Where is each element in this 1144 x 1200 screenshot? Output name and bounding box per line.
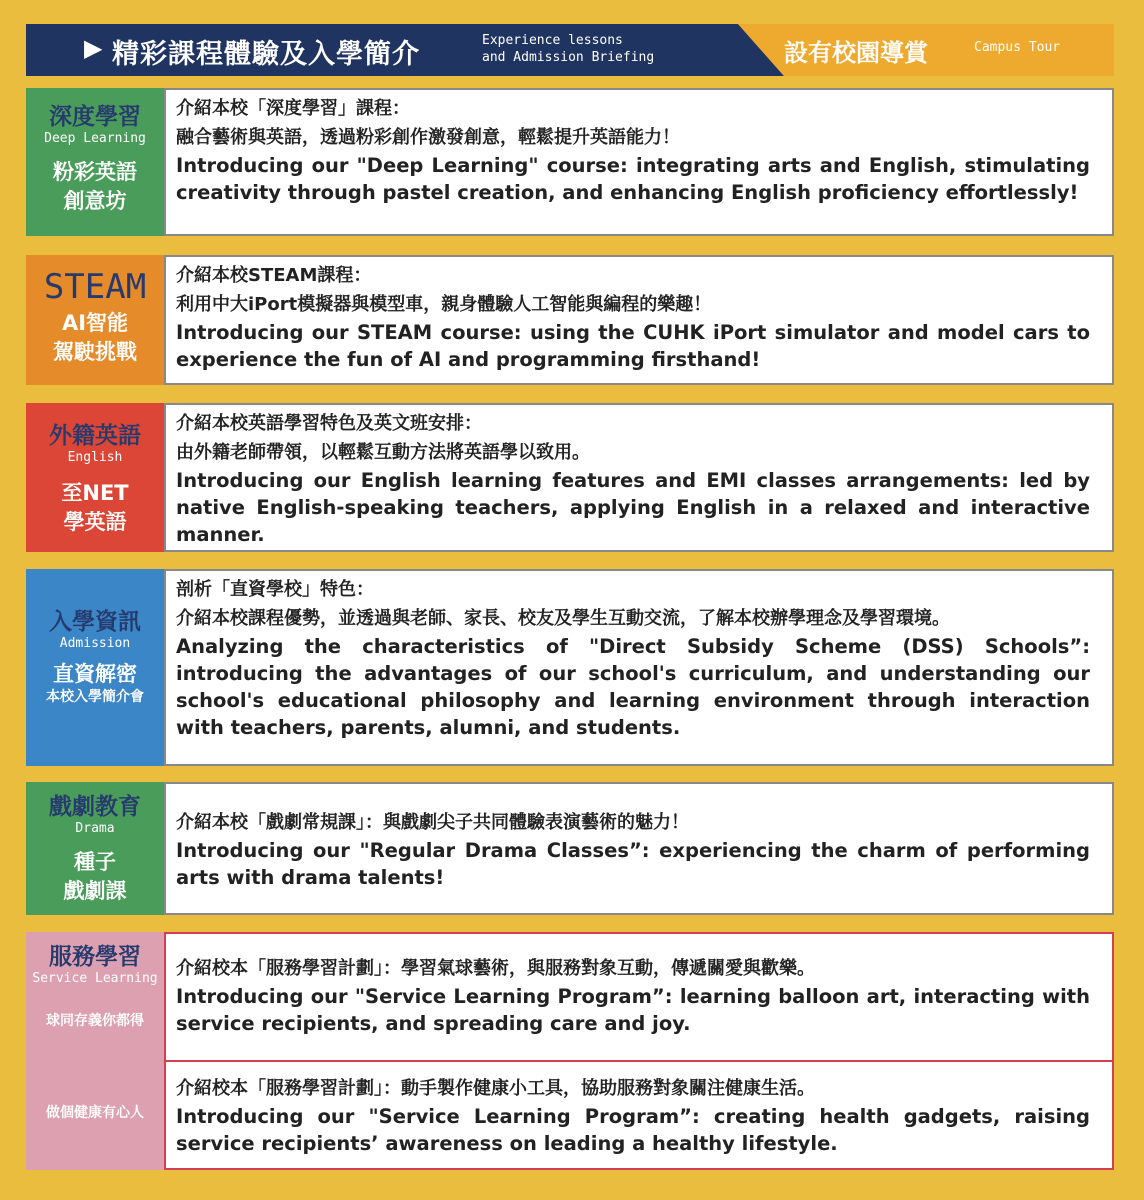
section-steam (26, 255, 1114, 385)
intro-line: 介紹本校英語學習特色及英文班安排： (176, 413, 482, 434)
english-description: Introducing our "Service Learning Program”: learning balloon art, interacting with service recipients, and spreading care and joy. (176, 985, 1090, 1035)
label-subtitle: 至NET 學英語 (61, 481, 129, 534)
section-label (26, 932, 164, 1170)
section-body (164, 569, 1114, 766)
play-icon: ▶ (84, 34, 103, 62)
section-drama (26, 782, 1114, 915)
english-description: Introducing our "Service Learning Program”: creating health gadgets, raising service recipients’ awareness on leading a healthy lifestyle. (176, 1105, 1090, 1155)
section-label (26, 88, 164, 236)
label-title: 入學資訊 (49, 609, 141, 635)
intro-line: 介紹校本「服務學習計劃」：動手製作健康小工具，協助服務對象關注健康生活。 (176, 1078, 815, 1099)
banner-subtitle: Experience lessons and Admission Briefing (482, 33, 655, 65)
label-title: 深度學習 (49, 104, 141, 130)
label-english: English (67, 450, 123, 465)
section-body (164, 255, 1114, 385)
section-body (164, 782, 1114, 915)
intro-line: 介紹本校STEAM課程： (176, 265, 372, 286)
detail-line: 由外籍老師帶領，以輕鬆互動方法將英語學以致用。 (176, 442, 590, 463)
campus-tour-title: 設有校園導賞 (784, 39, 928, 67)
intro-line: 剖析「直資學校」特色： (176, 579, 374, 600)
label-subtitle: 種子 戲劇課 (63, 850, 127, 903)
banner-title: 精彩課程體驗及入學簡介 (112, 39, 420, 70)
service-item-health (164, 1060, 1114, 1170)
section-admission (26, 569, 1114, 766)
detail-line: 利用中大iPort模擬器與模型車，親身體驗人工智能與編程的樂趣！ (176, 294, 712, 315)
section-service-learning (26, 932, 1114, 1170)
label-title: STEAM (43, 267, 147, 307)
section-deep-learning (26, 88, 1114, 236)
english-description: Analyzing the characteristics of "Direct Subsidy Scheme (DSS) Schools”: introducing the advantages of our school's curriculum, and understanding our school's educational philosophy and learning environment through interaction with teachers, parents, alumni, and students. (176, 635, 1090, 739)
section-english (26, 403, 1114, 552)
english-description: Introducing our English learning features and EMI classes arrangements: led by native English-speaking teachers, applying English in a relaxed and interactive manner. (176, 469, 1090, 546)
section-label (26, 569, 164, 766)
intro-line: 介紹本校「深度學習」課程： (176, 98, 410, 119)
service-item-balloon (164, 932, 1114, 1062)
label-title: 服務學習 (49, 944, 141, 970)
label-subtitle: 直資解密 (53, 662, 137, 686)
label-subtitle: 粉彩英語 創意坊 (53, 160, 137, 213)
label-subtitle-2: 做個健康有心人 (46, 1105, 144, 1121)
detail-line: 介紹本校課程優勢，並透過與老師、家長、校友及學生互動交流，了解本校辦學理念及學習環境。 (176, 608, 950, 629)
english-description: Introducing our STEAM course: using the CUHK iPort simulator and model cars to experience the fun of AI and programming firsthand! (176, 321, 1090, 371)
label-subtitle-1: 球同存義你都得 (46, 1013, 144, 1029)
detail-line: 融合藝術與英語，透過粉彩創作激發創意，輕鬆提升英語能力！ (176, 127, 680, 148)
label-english: Admission (59, 636, 131, 651)
section-body (164, 88, 1114, 236)
section-body (164, 403, 1114, 552)
intro-line: 介紹本校「戲劇常規課」：與戲劇尖子共同體驗表演藝術的魅力！ (176, 812, 689, 833)
section-label (26, 403, 164, 552)
intro-line: 介紹校本「服務學習計劃」：學習氣球藝術，與服務對象互動，傳遞關愛與歡樂。 (176, 958, 815, 979)
label-title: 戲劇教育 (49, 794, 141, 820)
label-note: 本校入學簡介會 (46, 689, 144, 705)
section-label (26, 255, 164, 385)
english-description: Introducing our "Deep Learning" course: integrating arts and English, stimulating creativity through pastel creation, and enhancing English proficiency effortlessly! (176, 154, 1090, 204)
label-english: Service Learning (32, 971, 158, 986)
label-english: Drama (75, 821, 115, 836)
label-title: 外籍英語 (49, 423, 141, 449)
label-english: Deep Learning (44, 131, 146, 146)
section-label (26, 782, 164, 915)
campus-tour-subtitle: Campus Tour (974, 40, 1061, 55)
english-description: Introducing our "Regular Drama Classes”: experiencing the charm of performing arts with drama talents! (176, 839, 1090, 889)
label-subtitle: AI智能 駕駛挑戰 (53, 311, 137, 364)
header-banner (26, 24, 1114, 76)
